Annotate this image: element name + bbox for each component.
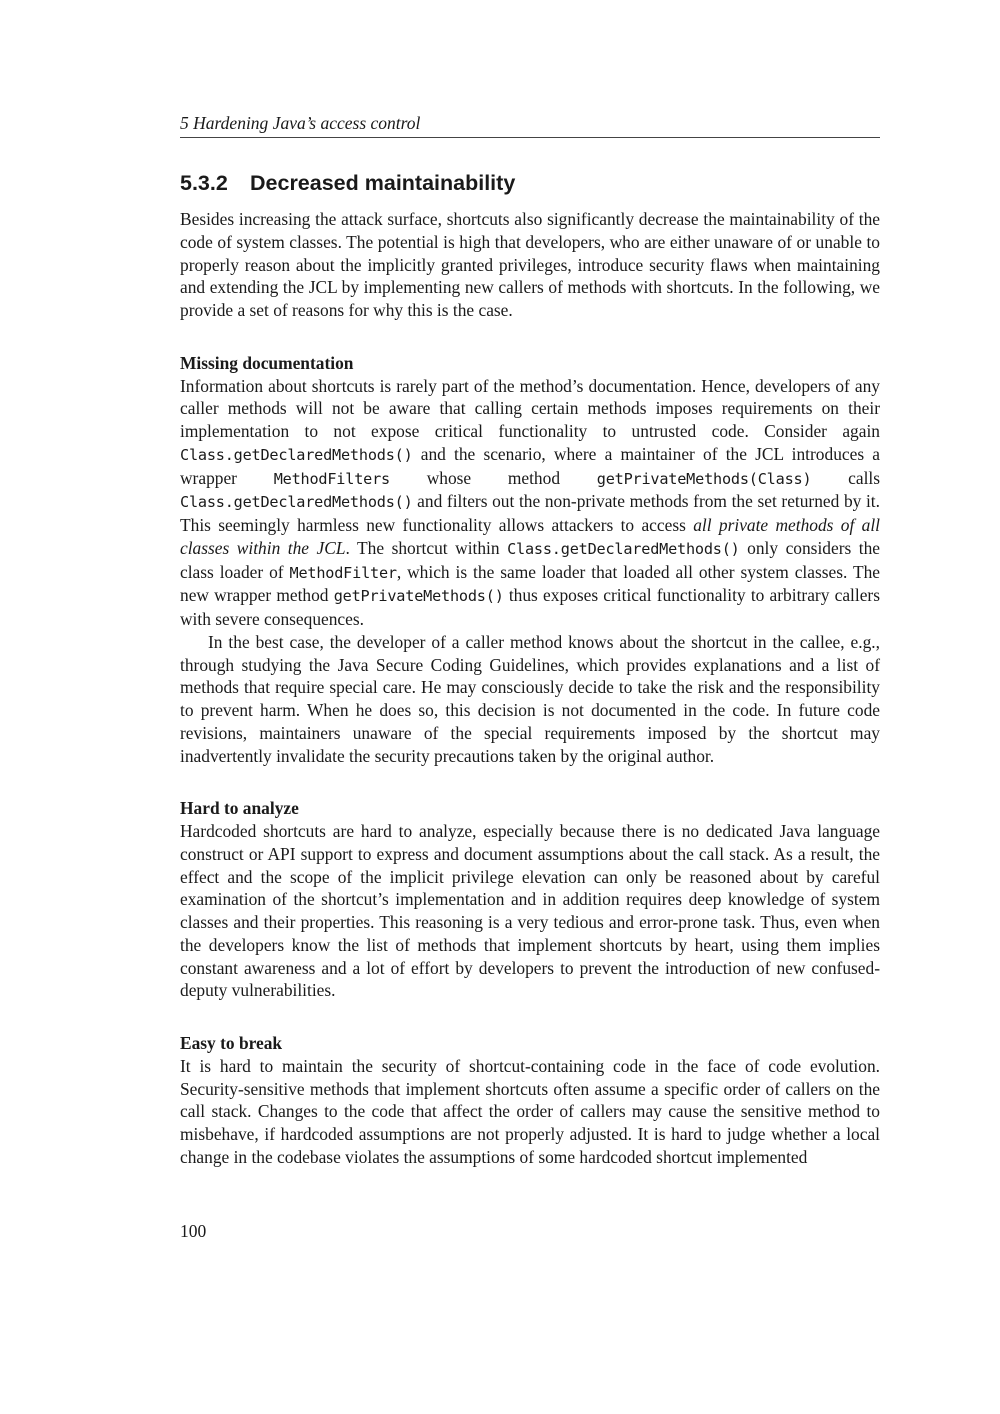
text-run: . The shortcut within xyxy=(345,537,508,558)
text-run: Information about shortcuts is rarely part of the method’s documentation. Hence, developers of any caller methods will not be aware that calling certain methods imposes requirements on their implementation to not expose critical functionality to untrusted code. Consider again xyxy=(180,375,880,441)
missing-documentation-paragraph-1 xyxy=(180,375,880,631)
text-run: whose method xyxy=(389,467,597,488)
code-class-getdeclaredmethods: Class.getDeclaredMethods() xyxy=(507,539,740,558)
running-header: 5 Hardening Java’s access control xyxy=(180,112,880,138)
missing-documentation-heading: Missing documentation xyxy=(180,352,354,373)
section-number: 5.3.2 xyxy=(180,171,228,195)
code-class-getdeclaredmethods: Class.getDeclaredMethods() xyxy=(180,493,413,512)
easy-to-break-heading: Easy to break xyxy=(180,1033,283,1053)
hard-to-analyze-paragraph: Hardcoded shortcuts are hard to analyze, especially because there is no dedicated Java language construct or API support to express and document assumptions about the call stack. As a result, the effect and the scope of the implicit privilege elevation can only be reasoned about by careful examination of the shortcut’s implementation and in addition requires deep knowledge of system classes and their properties. This reasoning is a very tedious and error-prone task. Thus, even when the developers know the list of methods that implement shortcuts by heart, using them implies constant awareness and a lot of effort by developers to prevent the introduction of new confused-deputy vulnerabilities. xyxy=(180,821,880,1001)
text-run: calls xyxy=(811,467,880,488)
emphasis-text: all private methods of all classes within the JCL xyxy=(180,515,881,558)
missing-documentation-paragraph-2: In the best case, the developer of a caller method knows about the shortcut in the callee, e.g., through studying the Java Secure Coding Guidelines, which provides explanations and a list of methods that require special care. He may consciously decide to take the risk and the responsibility to prevent harm. When he does so, this decision is not documented in the code. In future code revisions, maintainers unaware of the special requirements imposed by the shortcut may inadvertently invalidate the security precautions taken by the original author. xyxy=(180,631,880,766)
text-run: and the scenario, where a maintainer of the JCL introduces a wrapper xyxy=(180,443,880,488)
code-methodfilter: MethodFilter xyxy=(289,563,397,582)
body-text xyxy=(180,208,880,1169)
section-heading xyxy=(180,169,880,197)
page-number: 100 xyxy=(180,1221,207,1241)
code-getprivatemethods-class: getPrivateMethods(Class) xyxy=(596,469,812,488)
code-class-getdeclaredmethods: Class.getDeclaredMethods() xyxy=(180,445,413,464)
text-run: and filters out the non-private methods from the set returned by it. This seemingly harmless new functionality allows attackers to access xyxy=(180,491,880,535)
text-run: , which is the same loader that loaded all other system classes. The new wrapper method xyxy=(180,561,880,606)
code-getprivatemethods: getPrivateMethods() xyxy=(333,587,504,606)
intro-paragraph: Besides increasing the attack surface, shortcuts also significantly decrease the maintainability of the code of system classes. The potential is high that developers, who are either unaware of or unable to properly reason about the implicitly granted privileges, introduce security flaws when maintaining and extending the JCL by implementing new callers of methods with shortcuts. In the following, we provide a set of reasons for why this is the case. xyxy=(180,209,880,320)
text-run: thus exposes critical functionality to arbitrary callers with severe consequences. xyxy=(180,585,880,629)
section-title: Decreased maintainability xyxy=(250,171,516,195)
text-run: only considers the class loader of xyxy=(180,537,881,582)
easy-to-break-paragraph: It is hard to maintain the security of shortcut-containing code in the face of code evolution. Security-sensitive methods that implement shortcuts often assume a specific order of callers on the call stack. Changes to the code that affect the order of callers may cause the sensitive method to misbehave, if hardcoded assumptions are not properly adjusted. It is hard to judge whether a local change in the codebase violates the assumptions of some hardcoded shortcut implemented xyxy=(180,1055,880,1167)
hard-to-analyze-heading: Hard to analyze xyxy=(180,798,299,819)
code-methodfilters: MethodFilters xyxy=(273,469,390,488)
